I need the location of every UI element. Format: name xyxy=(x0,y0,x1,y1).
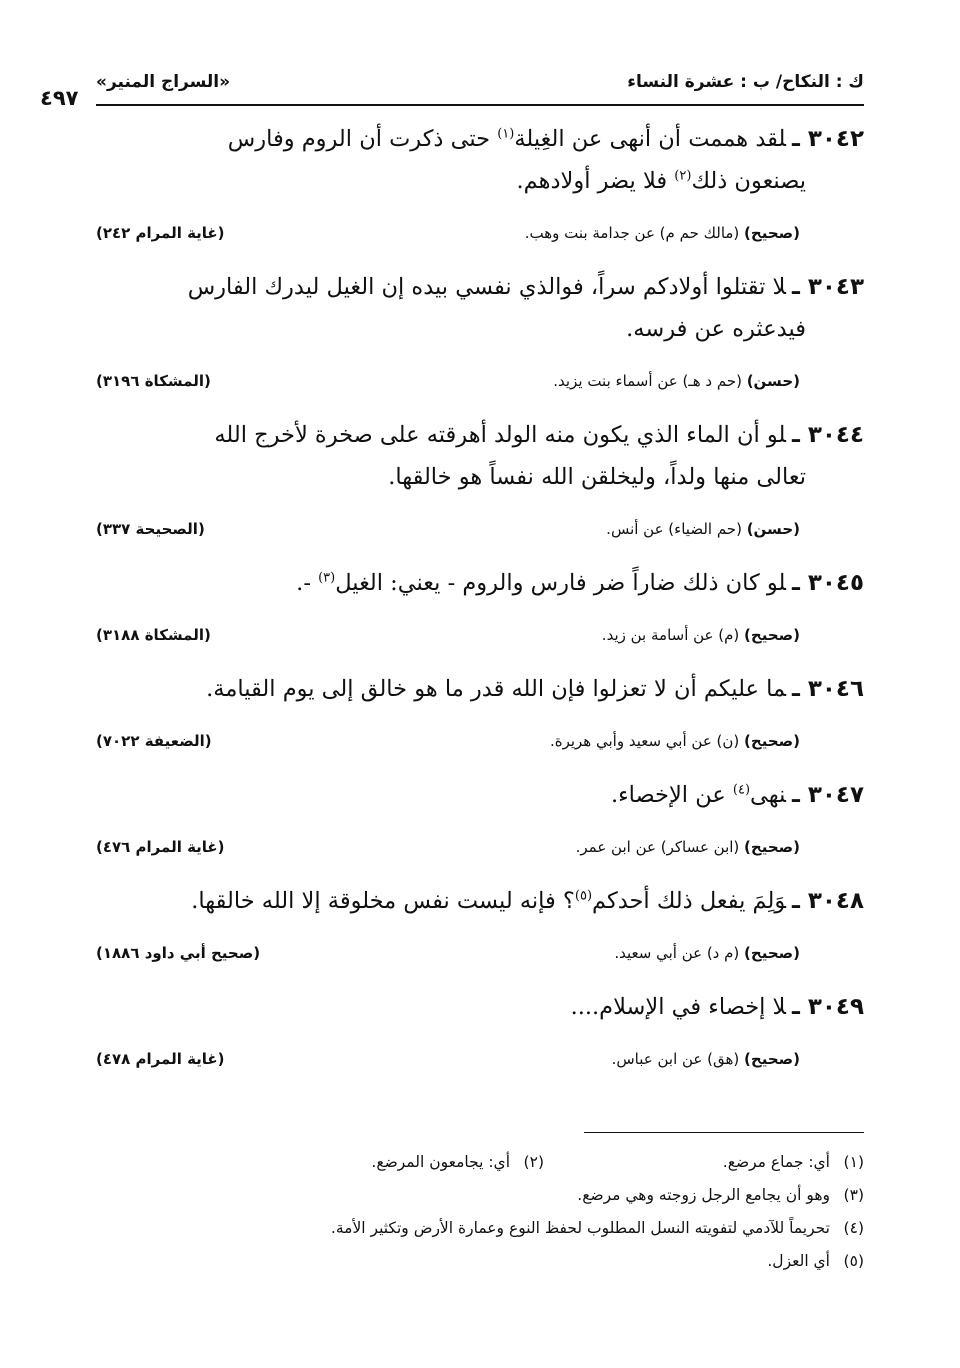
hadith-text-part: لقد هممت أن أنهى عن الغِيلة xyxy=(514,126,786,152)
footnote-mark: (٣) xyxy=(843,1186,864,1204)
hadith-3042 xyxy=(96,118,864,256)
footnote-row xyxy=(96,1146,864,1179)
hadith-line xyxy=(96,562,864,604)
grade-label: (صحيح) xyxy=(744,732,800,750)
footnote-row xyxy=(96,1212,864,1245)
running-header xyxy=(96,66,864,100)
hadith-line xyxy=(96,414,864,456)
hadith-line xyxy=(96,774,864,816)
grade-label: (صحيح) xyxy=(744,944,800,962)
hadith-line xyxy=(96,668,864,710)
source-line xyxy=(96,618,864,658)
footnote-row xyxy=(96,1245,864,1278)
hadith-number: ٣٠٤٣ ـ xyxy=(791,274,864,300)
hadith-text-part: -. xyxy=(296,570,319,596)
hadith-text-part: لا إخصاء في الإسلام.... xyxy=(570,994,786,1020)
footnote-text: أي: جماع مرضع. xyxy=(722,1153,830,1171)
footnote-text: أي العزل. xyxy=(767,1252,830,1270)
hadith-3044 xyxy=(96,414,864,552)
hadith-text xyxy=(96,562,864,604)
source-text: (م د) عن أبي سعيد. xyxy=(614,944,745,962)
hadith-list xyxy=(96,118,864,1092)
reference: (غاية المرام ٤٧٦) xyxy=(96,838,225,856)
hadith-3048 xyxy=(96,880,864,976)
grade-label: (صحيح) xyxy=(744,224,800,242)
footnote-ref[interactable]: (١) xyxy=(497,126,515,142)
hadith-number: ٣٠٤٦ ـ xyxy=(791,676,864,702)
grade-and-source xyxy=(614,944,800,962)
source-line xyxy=(96,830,864,870)
hadith-text xyxy=(96,118,864,202)
source-text: (حم الضياء) عن أنس. xyxy=(606,520,747,538)
hadith-text-part: وَلِمَ يفعل ذلك أحدكم xyxy=(592,888,786,914)
book-title: «السراج المنير» xyxy=(96,72,231,92)
hadith-number: ٣٠٤٥ ـ xyxy=(791,570,864,596)
grade-label: (صحيح) xyxy=(744,1050,800,1068)
hadith-number: ٣٠٤٩ ـ xyxy=(791,994,864,1020)
chapter-title: ك : النكاح/ ب : عشرة النساء xyxy=(627,72,864,92)
source-text: (مالك حم م) عن جدامة بنت وهب. xyxy=(524,224,745,242)
reference: (صحيح أبي داود ١٨٨٦) xyxy=(96,944,261,962)
footnote-mark: (٤) xyxy=(843,1219,864,1237)
hadith-3043 xyxy=(96,266,864,404)
footnote-mark: (٢) xyxy=(523,1153,544,1171)
footnote-ref[interactable]: (٥) xyxy=(574,888,593,904)
source-line xyxy=(96,216,864,256)
hadith-line xyxy=(96,880,864,922)
footnote-ref[interactable]: (٤) xyxy=(732,782,751,798)
source-text: (م) عن أسامة بن زيد. xyxy=(601,626,745,644)
hadith-text-part: فلا يضر أولادهم. xyxy=(516,168,675,194)
hadith-text xyxy=(96,266,864,350)
hadith-number: ٣٠٤٢ ـ xyxy=(791,126,864,152)
hadith-number: ٣٠٤٧ ـ xyxy=(791,782,864,808)
source-line xyxy=(96,724,864,764)
hadith-line xyxy=(96,118,864,160)
reference: (غاية المرام ٤٧٨) xyxy=(96,1050,225,1068)
grade-label: (صحيح) xyxy=(744,838,800,856)
grade-and-source xyxy=(576,838,800,856)
source-line xyxy=(96,364,864,404)
hadith-text-part: ؟ فإنه ليست نفس مخلوقة إلا الله خالقها. xyxy=(191,888,575,914)
footnote-mark: (١) xyxy=(843,1153,864,1171)
footnote-inline xyxy=(371,1146,544,1179)
footnote-mark: (٥) xyxy=(843,1252,864,1270)
hadith-line xyxy=(96,160,864,202)
hadith-text-part: لا تقتلوا أولادكم سراً، فوالذي نفسي بيده إن الغيل ليدرك الفارس xyxy=(187,274,786,300)
grade-and-source xyxy=(602,626,800,644)
source-text: (حم د هـ) عن أسماء بنت يزيد. xyxy=(553,372,747,390)
grade-and-source xyxy=(550,732,800,750)
hadith-text xyxy=(96,880,864,922)
footnote-text: تحريماً للآدمي لتفويته النسل المطلوب لحفظ النوع وعمارة الأرض وتكثير الأمة. xyxy=(330,1219,830,1237)
source-line xyxy=(96,512,864,552)
reference: (الضعيفة ٧٠٢٢) xyxy=(96,732,212,750)
hadith-text-part: نهى xyxy=(750,782,786,808)
source-text: (هق) عن ابن عباس. xyxy=(611,1050,745,1068)
hadith-text-part: تعالى منها ولداً، وليخلقن الله نفساً هو خالقها. xyxy=(388,464,806,490)
hadith-line xyxy=(96,986,864,1028)
grade-label: (صحيح) xyxy=(744,626,800,644)
grade-and-source xyxy=(553,372,800,390)
footnote-text: أي: يجامعون المرضع. xyxy=(371,1153,510,1171)
source-text: (ابن عساكر) عن ابن عمر. xyxy=(575,838,745,856)
hadith-text-part: حتى ذكرت أن الروم وفارس xyxy=(227,126,498,152)
hadith-text xyxy=(96,668,864,710)
footnote-row xyxy=(96,1179,864,1212)
source-line xyxy=(96,936,864,976)
hadith-3045 xyxy=(96,562,864,658)
grade-label: (حسن) xyxy=(746,372,800,390)
hadith-text xyxy=(96,414,864,498)
hadith-text xyxy=(96,774,864,816)
hadith-3046 xyxy=(96,668,864,764)
grade-and-source xyxy=(612,1050,800,1068)
hadith-text-part: يصنعون ذلك xyxy=(691,168,806,194)
hadith-text-part: عن الإخصاء. xyxy=(610,782,733,808)
header-divider xyxy=(96,104,864,106)
footnote-divider xyxy=(584,1132,864,1133)
reference: (المشكاة ٣١٩٦) xyxy=(96,372,211,390)
footnote-ref[interactable]: (٢) xyxy=(674,168,692,184)
hadith-line xyxy=(96,266,864,308)
reference: (المشكاة ٣١٨٨) xyxy=(96,626,211,644)
hadith-number: ٣٠٤٨ ـ xyxy=(791,888,864,914)
hadith-3047 xyxy=(96,774,864,870)
footnote-ref[interactable]: (٣) xyxy=(318,570,336,586)
page-number: ٤٩٧ xyxy=(40,86,79,110)
hadith-text-part: فيدعثره عن فرسه. xyxy=(626,316,806,342)
footnotes xyxy=(96,1146,864,1278)
hadith-line xyxy=(96,308,864,350)
hadith-text xyxy=(96,986,864,1028)
hadith-number: ٣٠٤٤ ـ xyxy=(791,422,864,448)
footnote-text: وهو أن يجامع الرجل زوجته وهي مرضع. xyxy=(577,1186,830,1204)
grade-label: (حسن) xyxy=(746,520,800,538)
source-text: (ن) عن أبي سعيد وأبي هريرة. xyxy=(549,732,745,750)
hadith-text-part: ما عليكم أن لا تعزلوا فإن الله قدر ما هو خالق إلى يوم القيامة. xyxy=(206,676,786,702)
grade-and-source xyxy=(606,520,800,538)
hadith-3049 xyxy=(96,986,864,1082)
hadith-line xyxy=(96,456,864,498)
hadith-text-part: لو أن الماء الذي يكون منه الولد أهرقته على صخرة لأخرج الله xyxy=(214,422,786,448)
hadith-text-part: لو كان ذلك ضاراً ضر فارس والروم - يعني: الغيل xyxy=(335,570,786,596)
reference: (الصحيحة ٣٣٧) xyxy=(96,520,205,538)
reference: (غاية المرام ٢٤٢) xyxy=(96,224,225,242)
source-line xyxy=(96,1042,864,1082)
grade-and-source xyxy=(525,224,800,242)
